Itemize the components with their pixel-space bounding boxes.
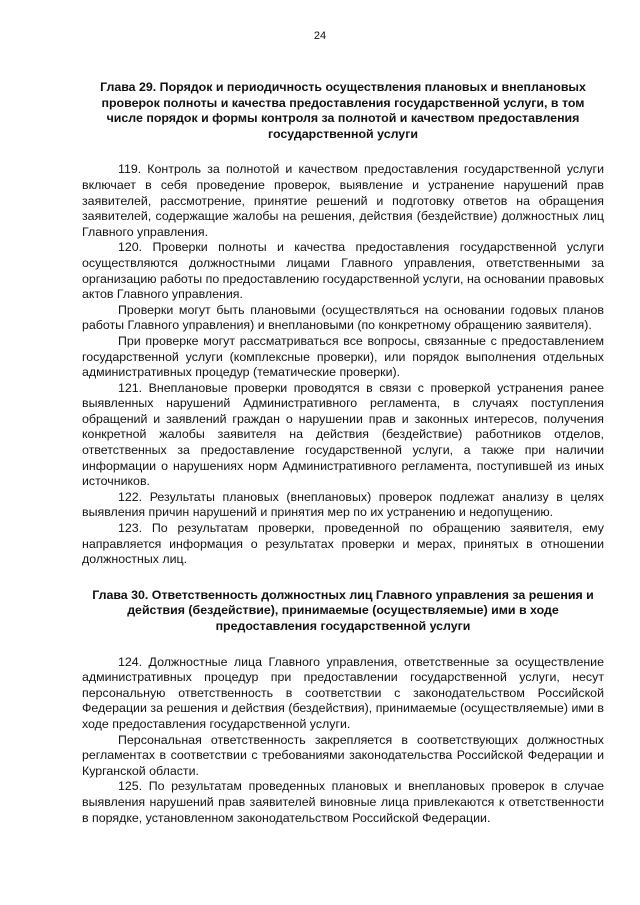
paragraph-124: 124. Должностные лица Главного управления, ответственные за осуществление административных процедур при предоставлении государственной услуги, несут персональную ответственность в соответствии с законодательством Российской Федерации за решения и действия (бездействия), принимаемые (осуществляемые) ими в ходе предоставления государственной услуги.	[82, 654, 604, 731]
chapter-29-title: Глава 29. Порядок и периодичность осуществления плановых и внеплановых проверок полноты и качества предоставления государственной услуги, в том числе порядок и формы контроля за полнотой и качеством предоставления государственной услуги	[100, 80, 586, 141]
paragraph-122: 122. Результаты плановых (внеплановых) проверок подлежат анализу в целях выявления причин нарушений и принятия мер по их устранению и недопущению.	[82, 489, 604, 520]
paragraph-personal-responsibility: Персональная ответственность закрепляется в соответствующих должностных регламентах в соответствии с требованиями законодательства Российской Федерации и Курганской области.	[82, 732, 604, 778]
paragraph-119: 119. Контроль за полнотой и качеством предоставления государственной услуги включает в себя проведение проверок, выявление и устранение нарушений прав заявителей, рассмотрение, принятие решений и подготовку ответов на обращения заявителей, содержащие жалобы на решения, действия (бездействие) должностных лиц Главного управления.	[82, 162, 604, 239]
document-content	[82, 80, 604, 826]
chapter-29-body	[82, 162, 604, 567]
chapter-30-title: Глава 30. Ответственность должностных лиц Главного управления за решения и действия (бездействие), принимаемые (осуществляемые) ими в ходе предоставления государственной услуги	[92, 587, 594, 633]
chapter-30-body	[82, 655, 604, 827]
paragraph-123: 123. По результатам проверки, проведенной по обращению заявителя, ему направляется информация о результатах проверки и мерах, принятых в отношении должностных лиц.	[82, 521, 604, 567]
paragraph-planned-checks: Проверки могут быть плановыми (осуществляться на основании годовых планов работы Главного управления) и внеплановыми (по конкретному обращению заявителя).	[82, 302, 604, 333]
paragraph-120: 120. Проверки полноты и качества предоставления государственной услуги осуществляются должностными лицами Главного управления, ответственными за организацию работы по предоставлению государственной услуги, на основании правовых актов Главного управления.	[82, 240, 604, 302]
paragraph-125: 125. По результатам проведенных плановых и внеплановых проверок в случае выявления нарушений прав заявителей виновные лица привлекаются к ответственности в порядке, установленном законодательством Российской Федерации.	[82, 779, 604, 825]
paragraph-121: 121. Внеплановые проверки проводятся в связи с проверкой устранения ранее выявленных нарушений Административного регламента, в случаях поступления обращений и заявлений граждан о нарушении прав и законных интересов, получения конкретной жалобы заявителя на действия (бездействие) работников отделов, ответственных за предоставление государственной услуги, а также при наличии информации о нарушениях норм Административного регламента, поступившей из иных источников.	[82, 380, 604, 489]
paragraph-check-scope: При проверке могут рассматриваться все вопросы, связанные с предоставлением государственной услуги (комплексные проверки), или порядок выполнения отдельных административных процедур (тематические проверки).	[82, 333, 604, 380]
page-number: 24	[313, 30, 327, 42]
